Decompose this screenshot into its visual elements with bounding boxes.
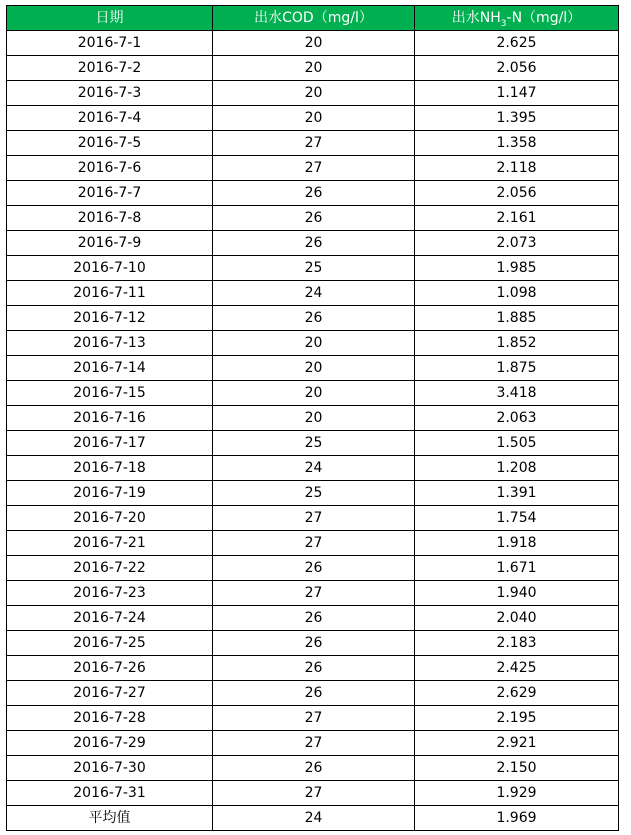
row-nh3n: 1.208 <box>415 456 619 481</box>
row-nh3n: 2.118 <box>415 156 619 181</box>
header-nh3n-prefix: 出水NH <box>451 10 501 26</box>
table-row <box>7 56 619 81</box>
header-row <box>7 6 619 31</box>
table-row <box>7 681 619 706</box>
table-row <box>7 306 619 331</box>
row-date: 2016-7-30 <box>7 756 213 781</box>
row-cod: 26 <box>213 606 415 631</box>
row-date: 2016-7-6 <box>7 156 213 181</box>
table-row <box>7 281 619 306</box>
header-date: 日期 <box>7 6 213 31</box>
row-cod: 27 <box>213 581 415 606</box>
row-cod: 20 <box>213 81 415 106</box>
row-date: 2016-7-26 <box>7 656 213 681</box>
row-cod: 20 <box>213 31 415 56</box>
row-nh3n: 1.754 <box>415 506 619 531</box>
row-nh3n: 1.391 <box>415 481 619 506</box>
row-nh3n: 2.625 <box>415 31 619 56</box>
row-cod: 26 <box>213 231 415 256</box>
row-nh3n: 2.040 <box>415 606 619 631</box>
row-date: 2016-7-7 <box>7 181 213 206</box>
row-cod: 26 <box>213 681 415 706</box>
row-cod: 20 <box>213 56 415 81</box>
table-row <box>7 781 619 806</box>
row-date: 2016-7-2 <box>7 56 213 81</box>
row-date: 2016-7-28 <box>7 706 213 731</box>
table-row <box>7 431 619 456</box>
row-date: 2016-7-22 <box>7 556 213 581</box>
table-row <box>7 456 619 481</box>
average-nh3n: 1.969 <box>415 806 619 831</box>
row-nh3n: 2.195 <box>415 706 619 731</box>
table-row <box>7 331 619 356</box>
row-nh3n: 2.629 <box>415 681 619 706</box>
row-nh3n: 3.418 <box>415 381 619 406</box>
table-row <box>7 731 619 756</box>
row-cod: 25 <box>213 481 415 506</box>
row-cod: 26 <box>213 181 415 206</box>
row-nh3n: 1.940 <box>415 581 619 606</box>
row-nh3n: 2.183 <box>415 631 619 656</box>
row-nh3n: 1.358 <box>415 131 619 156</box>
row-cod: 24 <box>213 281 415 306</box>
table-row <box>7 106 619 131</box>
row-date: 2016-7-10 <box>7 256 213 281</box>
row-date: 2016-7-17 <box>7 431 213 456</box>
row-nh3n: 2.425 <box>415 656 619 681</box>
row-cod: 26 <box>213 306 415 331</box>
row-nh3n: 2.161 <box>415 206 619 231</box>
table-row <box>7 356 619 381</box>
row-date: 2016-7-24 <box>7 606 213 631</box>
row-cod: 26 <box>213 656 415 681</box>
header-nh3n-subscript: 3 <box>500 18 507 29</box>
header-nh3n-suffix: -N（mg/l） <box>506 10 582 26</box>
row-date: 2016-7-19 <box>7 481 213 506</box>
row-cod: 25 <box>213 256 415 281</box>
row-date: 2016-7-15 <box>7 381 213 406</box>
row-date: 2016-7-4 <box>7 106 213 131</box>
row-cod: 27 <box>213 706 415 731</box>
row-nh3n: 1.505 <box>415 431 619 456</box>
table-row <box>7 481 619 506</box>
table-body <box>7 31 619 806</box>
row-date: 2016-7-27 <box>7 681 213 706</box>
row-cod: 27 <box>213 131 415 156</box>
table-row <box>7 756 619 781</box>
row-date: 2016-7-21 <box>7 531 213 556</box>
row-cod: 27 <box>213 781 415 806</box>
row-nh3n: 2.150 <box>415 756 619 781</box>
row-nh3n: 2.056 <box>415 56 619 81</box>
row-date: 2016-7-16 <box>7 406 213 431</box>
row-nh3n: 1.918 <box>415 531 619 556</box>
table-footer <box>7 806 619 831</box>
table-row <box>7 506 619 531</box>
row-cod: 27 <box>213 156 415 181</box>
average-label: 平均值 <box>7 806 213 831</box>
table-row <box>7 206 619 231</box>
row-nh3n: 2.063 <box>415 406 619 431</box>
table-row <box>7 556 619 581</box>
row-nh3n: 1.885 <box>415 306 619 331</box>
row-date: 2016-7-11 <box>7 281 213 306</box>
table-row <box>7 706 619 731</box>
row-date: 2016-7-25 <box>7 631 213 656</box>
row-date: 2016-7-1 <box>7 31 213 56</box>
row-nh3n: 1.098 <box>415 281 619 306</box>
table-header <box>7 6 619 31</box>
table-row <box>7 181 619 206</box>
row-cod: 20 <box>213 331 415 356</box>
row-cod: 27 <box>213 531 415 556</box>
average-row <box>7 806 619 831</box>
row-nh3n: 1.147 <box>415 81 619 106</box>
table-row <box>7 256 619 281</box>
row-nh3n: 1.929 <box>415 781 619 806</box>
table-row <box>7 656 619 681</box>
row-nh3n: 1.395 <box>415 106 619 131</box>
table-row <box>7 81 619 106</box>
row-cod: 26 <box>213 556 415 581</box>
effluent-data-table <box>6 5 619 831</box>
table-row <box>7 406 619 431</box>
table-row <box>7 381 619 406</box>
row-date: 2016-7-3 <box>7 81 213 106</box>
row-nh3n: 1.852 <box>415 331 619 356</box>
row-cod: 24 <box>213 456 415 481</box>
average-cod: 24 <box>213 806 415 831</box>
row-cod: 27 <box>213 506 415 531</box>
row-nh3n: 1.875 <box>415 356 619 381</box>
row-cod: 26 <box>213 756 415 781</box>
row-cod: 20 <box>213 406 415 431</box>
row-cod: 20 <box>213 356 415 381</box>
row-nh3n: 2.073 <box>415 231 619 256</box>
row-nh3n: 1.671 <box>415 556 619 581</box>
row-cod: 20 <box>213 381 415 406</box>
row-cod: 25 <box>213 431 415 456</box>
table-row <box>7 131 619 156</box>
table-row <box>7 606 619 631</box>
row-cod: 20 <box>213 106 415 131</box>
row-date: 2016-7-5 <box>7 131 213 156</box>
row-nh3n: 2.921 <box>415 731 619 756</box>
row-date: 2016-7-9 <box>7 231 213 256</box>
row-date: 2016-7-13 <box>7 331 213 356</box>
table-row <box>7 531 619 556</box>
row-date: 2016-7-12 <box>7 306 213 331</box>
row-nh3n: 1.985 <box>415 256 619 281</box>
row-date: 2016-7-8 <box>7 206 213 231</box>
row-nh3n: 2.056 <box>415 181 619 206</box>
header-nh3n <box>415 6 619 31</box>
row-date: 2016-7-29 <box>7 731 213 756</box>
row-date: 2016-7-20 <box>7 506 213 531</box>
row-cod: 27 <box>213 731 415 756</box>
row-date: 2016-7-31 <box>7 781 213 806</box>
row-date: 2016-7-18 <box>7 456 213 481</box>
table-row <box>7 581 619 606</box>
table-row <box>7 631 619 656</box>
row-date: 2016-7-23 <box>7 581 213 606</box>
header-cod: 出水COD（mg/l） <box>213 6 415 31</box>
row-cod: 26 <box>213 631 415 656</box>
table-row <box>7 31 619 56</box>
row-cod: 26 <box>213 206 415 231</box>
row-date: 2016-7-14 <box>7 356 213 381</box>
table-row <box>7 156 619 181</box>
table-row <box>7 231 619 256</box>
